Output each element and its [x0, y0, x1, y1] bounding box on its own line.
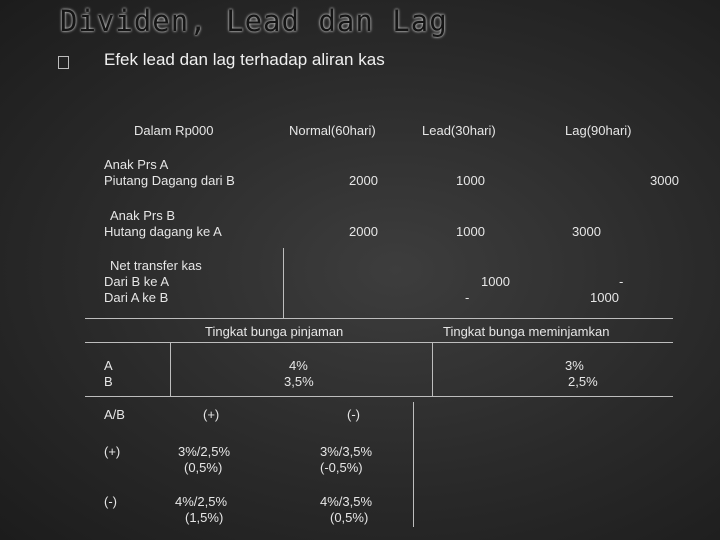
cell-minus-plus-2: (1,5%) — [185, 510, 224, 525]
header-lead: Lead(30hari) — [422, 123, 496, 138]
cell-plus-plus-2: (0,5%) — [184, 460, 223, 475]
table1-bottom-line — [85, 318, 673, 319]
row3-lag-b: 1000 — [590, 290, 619, 305]
meminjamkan-b: 2,5% — [568, 374, 598, 389]
row1-lead: 1000 — [456, 173, 485, 188]
table2-divider-1 — [170, 342, 171, 396]
row2-label-1: Anak Prs B — [110, 208, 176, 223]
col-minus: (-) — [347, 407, 360, 422]
bullet-box-icon — [58, 56, 69, 69]
cell-plus-minus-1: 3%/3,5% — [320, 444, 373, 459]
cell-minus-minus-1: 4%/3,5% — [320, 494, 373, 509]
table3-right-line — [413, 402, 414, 527]
cell-minus-minus — [320, 494, 372, 526]
cell-plus-plus-1: 3%/2,5% — [178, 444, 231, 459]
cell-plus-plus — [178, 444, 230, 476]
cell-minus-plus-1: 4%/2,5% — [175, 494, 228, 509]
header-dalam: Dalam Rp000 — [134, 123, 214, 138]
row1-label-2: Piutang Dagang dari B — [104, 173, 235, 188]
row2-label-2: Hutang dagang ke A — [104, 224, 222, 239]
row1-label-1: Anak Prs A — [104, 157, 169, 172]
row3-label-2: Dari B ke A — [104, 274, 170, 289]
row-minus: (-) — [104, 494, 117, 509]
row3-label-3: Dari A ke B — [104, 290, 169, 305]
slide-title: Dividen, Lead dan Lag — [60, 4, 448, 38]
meminjamkan-a: 3% — [565, 358, 584, 373]
label-a: A — [104, 358, 113, 373]
row1-lag: 3000 — [650, 173, 679, 188]
col-plus: (+) — [203, 407, 220, 422]
row2-lead: 1000 — [456, 224, 485, 239]
row3-lead-a: 1000 — [481, 274, 510, 289]
corner-label: A/B — [104, 407, 125, 422]
cell-plus-minus — [320, 444, 372, 476]
header-meminjamkan: Tingkat bunga meminjamkan — [443, 324, 610, 339]
cell-minus-plus — [175, 494, 227, 526]
row-plus: (+) — [104, 444, 121, 459]
row2-lag: 3000 — [572, 224, 601, 239]
row3-label-1: Net transfer kas — [110, 258, 202, 273]
header-normal: Normal(60hari) — [289, 123, 376, 138]
cell-minus-minus-2: (0,5%) — [330, 510, 369, 525]
row3-lag-a: - — [619, 274, 624, 289]
row3-lead-b: - — [465, 290, 470, 305]
table2-divider-2 — [432, 342, 433, 396]
pinjaman-a: 4% — [289, 358, 308, 373]
pinjaman-b: 3,5% — [284, 374, 314, 389]
row1-label — [104, 157, 235, 189]
header-lag: Lag(90hari) — [565, 123, 632, 138]
row3-divider — [283, 248, 284, 318]
table2-header-line — [85, 342, 673, 343]
cell-plus-minus-2: (-0,5%) — [320, 460, 363, 475]
row2-normal: 2000 — [349, 224, 378, 239]
header-pinjaman: Tingkat bunga pinjaman — [205, 324, 344, 339]
label-b: B — [104, 374, 113, 389]
slide-subtitle: Efek lead dan lag terhadap aliran kas — [104, 50, 385, 69]
table2-bottom-line — [85, 396, 673, 397]
row1-normal: 2000 — [349, 173, 378, 188]
